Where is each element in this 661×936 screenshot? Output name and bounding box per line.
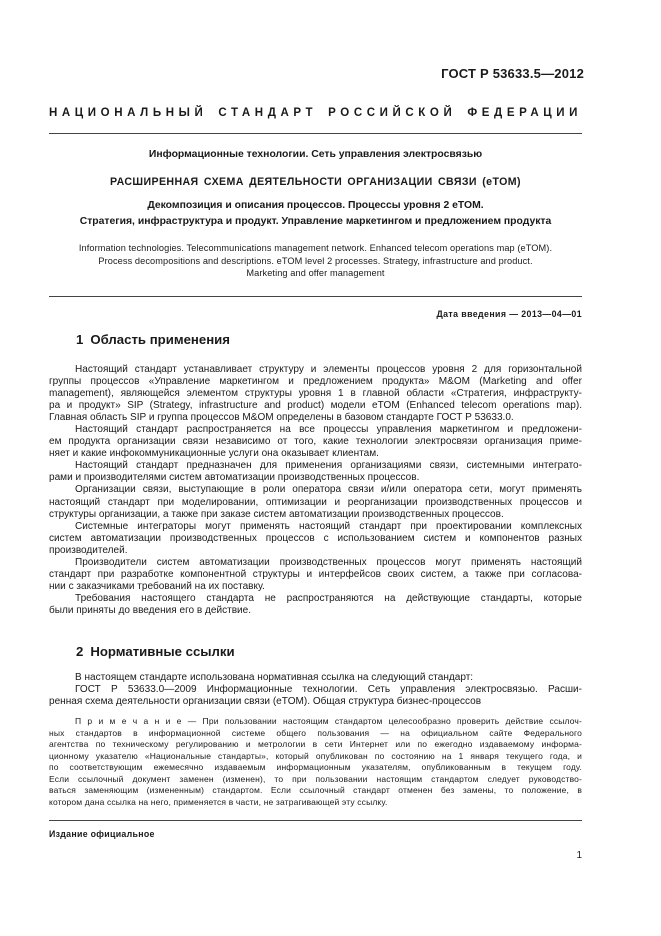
footer-divider [49,820,582,821]
header-divider [49,133,582,134]
text-line: Организации связи, выступающие в роли оператора связи и/или оператора сети, могут применять [75,484,582,496]
note-line: ционному указателю «Национальные стандарты», который опубликован по состоянию на 1 января текущего года, и [49,750,582,761]
text-line: ра и продукт» SIP (Strategy, infrastructure and product) модели eTOM (Enhanced telecom operations map). [49,400,582,412]
english-title-line: Process decompositions and descriptions. eTOM level 2 processes. Strategy, infrastructure and product. [98,255,533,266]
text-line: Производители систем автоматизации производственных процессов могут применять настоящий [75,556,582,568]
section-title: Нормативные ссылки [90,644,235,659]
title-sub-2: Стратегия, инфраструктура и продукт. Управление маркетингом и предложением продукта [79,216,552,227]
english-title-line: Marketing and offer management [246,268,385,278]
note-line: агентства по техническому регулированию и метрологии в сети Интернет или по ежегодно издаваемому информа- [49,739,582,749]
page-number: 1 [576,850,582,861]
note-line: котором дана ссылка на него, применяется в части, не затрагивающей эту ссылку. [49,796,388,807]
note-line: ваться заменяющим (измененным) стандартом. Если ссылочный стандарт отменен без замены, то положение, в [49,785,582,795]
title-divider [49,296,582,297]
section-1-body [49,364,582,617]
normative-note [49,716,582,808]
note-line: по соответствующим ежемесячно издаваемым информационным указателям, опубликованным в текущем году. [49,762,582,772]
section-number: 1 [76,332,84,347]
text-line: ем продукта организации связи независимо от того, какие технологии электросвязи организация приме- [49,436,582,448]
text-line: были приняты до введения его в действие. [49,604,252,616]
text-line: рами и производителями систем автоматизации производственных процессов. [49,472,420,484]
document-number: ГОСТ Р 53633.5—2012 [441,66,584,81]
section-2-body [49,672,582,708]
national-standard-banner: НАЦИОНАЛЬНЫЙ СТАНДАРТ РОССИЙСКОЙ ФЕДЕРАЦИИ [49,107,582,119]
section-title: Область применения [90,332,230,347]
note-line: Если ссылочный документ заменен (изменен), то при пользовании настоящим стандартом следует руководство- [49,773,582,784]
text-line: систем автоматизации производственных процессов с использованием систем и компонентов разных [49,532,582,544]
title-main: РАСШИРЕННАЯ СХЕМА ДЕЯТЕЛЬНОСТИ ОРГАНИЗАЦИИ СВЯЗИ (eTOM) [110,176,521,188]
text-line: ГОСТ Р 53633.0—2009 Информационные технологии. Сеть управления электросвязью. Расши- [75,684,582,696]
title-series: Информационные технологии. Сеть управления электросвязью [148,149,483,160]
text-line: Настоящий стандарт распространяется на все процессы управления маркетингом и предложени- [75,424,582,436]
text-line: Требования настоящего стандарта не распространяются на действующие стандарты, которые [75,592,582,604]
text-line: Настоящий стандарт устанавливает структуру и элементы процессов уровня 2 для горизонтальной [75,364,582,375]
text-line: структуры организации, а также при заказе систем автоматизации производственных процессов. [49,508,504,520]
note-text: — При пользовании настоящим стандартом целесообразно проверить действие ссылоч- [187,716,582,726]
section-number: 2 [76,644,84,659]
text-line: нии с заказчиками требований на их поставку. [49,580,265,592]
note-line: ных стандартов в информационной системе общего пользования — на официальном сайте Федерального [49,727,582,738]
intro-date: Дата введения — 2013—04—01 [436,309,582,319]
text-line: Настоящий стандарт предназначен для применения организациями связи, системными интеграто- [75,460,582,472]
section-2-heading [76,644,235,659]
english-title-line: Information technologies. Telecommunications management network. Enhanced telecom operations map (eTOM). [78,243,553,253]
title-sub-1: Декомпозиция и описания процессов. Процессы уровня 2 eTOM. [147,200,484,211]
text-line: ренная схема деятельности организации связи (eTOM). Общая структура бизнес-процессов [49,696,482,708]
text-line: management), являющейся элементом структуры уровня 1 в главной области «Стратегия, инфраструкту- [49,388,582,400]
note-line [49,716,582,728]
text-line: няет и какие инфокоммуникационные услуги она оказывает клиентам. [49,448,379,460]
text-line: Главная область SIP и группа процессов M&OM определены в базовом стандарте ГОСТ Р 53633.0. [49,412,514,424]
text-line: стандарт при разработке компонентной структуры и интерфейсов своих систем, а также при согласова- [49,568,582,580]
text-line: группы процессов «Управление маркетингом и предложением продукта» M&OM (Marketing and offer [49,376,582,388]
text-line: настоящий стандарт при моделировании, оптимизации и реорганизации производственных процессов и [49,496,582,508]
text-line: производителей. [49,544,128,556]
note-label: П р и м е ч а н и е [75,716,182,726]
text-line: В настоящем стандарте использована нормативная ссылка на следующий стандарт: [75,672,474,683]
text-line: Системные интеграторы могут применять настоящий стандарт при проектировании комплексных [75,520,582,532]
edition-label: Издание официальное [49,829,155,839]
english-title [49,242,582,280]
section-1-heading [76,332,230,347]
